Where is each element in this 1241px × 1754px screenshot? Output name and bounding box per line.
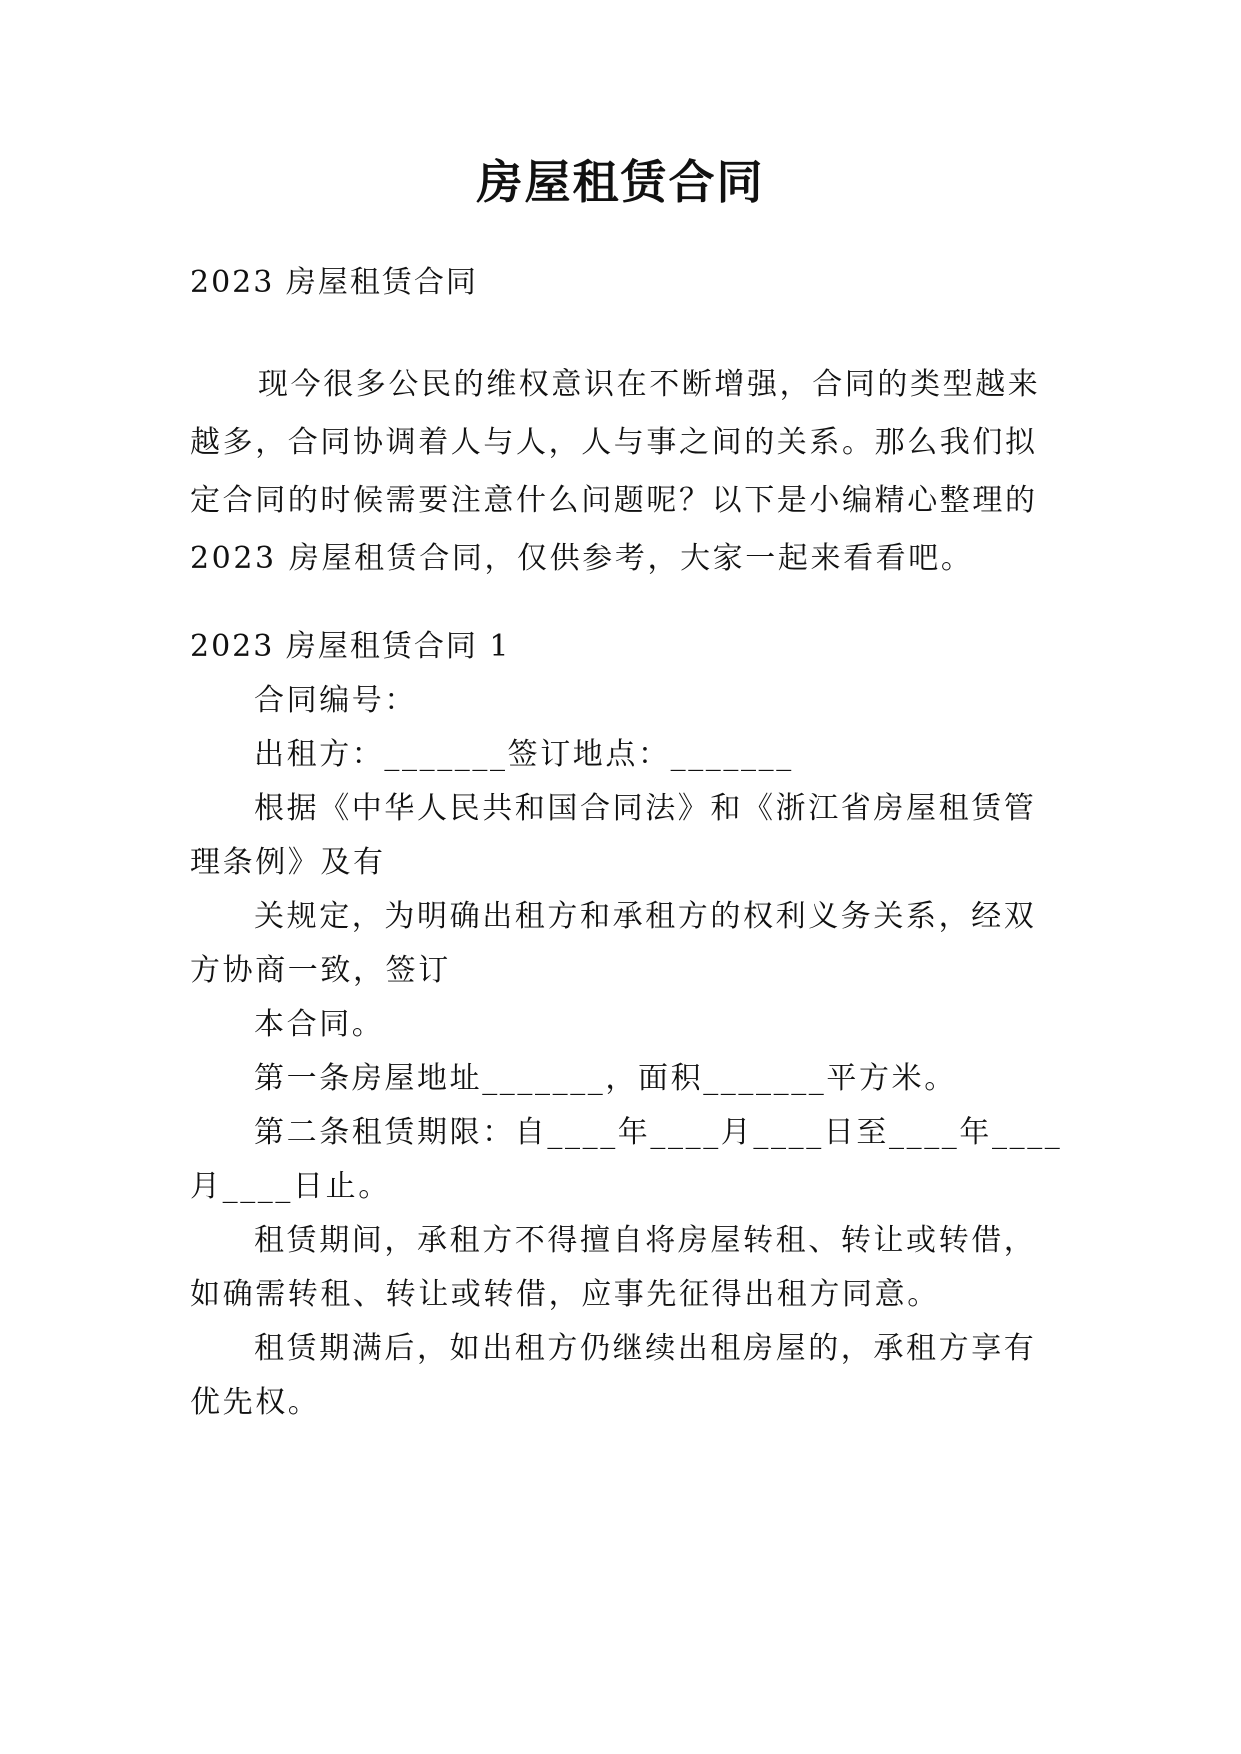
sublet-line-1: 租赁期间，承租方不得擅自将房屋转租、转让或转借， xyxy=(254,1223,1037,1258)
article-2-line-1: 第二条租赁期限：自____年____月____日至____年____ xyxy=(254,1115,1063,1150)
intro-text: 现今很多公民的维权意识在不断增强，合同的类型越来越多，合同协调着人与人，人与事之间的关系。那么我们拟定合同的时候需要注意什么问题呢？以下是小编精心整理的 2023 房屋租赁合同，仅供参考，大家一起来看看吧。 xyxy=(190,367,1041,576)
article-2-line-2: 月____日止。 xyxy=(190,1169,391,1204)
document-title: 房屋租赁合同 xyxy=(476,155,765,209)
section-heading: 2023 房屋租赁合同 1 xyxy=(190,629,511,664)
sublet-line-2: 如确需转租、转让或转借，应事先征得出租方同意。 xyxy=(190,1277,940,1312)
rules-line-1: 关规定，为明确出租方和承租方的权利义务关系，经双 xyxy=(254,899,1037,934)
basis-line-1: 根据《中华人民共和国合同法》和《浙江省房屋租赁管 xyxy=(254,791,1037,826)
contract-number-line: 合同编号： xyxy=(254,683,417,718)
priority-line-2: 优先权。 xyxy=(190,1385,321,1420)
rules-line-2: 方协商一致，签订 xyxy=(190,953,451,988)
contract-end-line: 本合同。 xyxy=(254,1007,385,1042)
article-1-line: 第一条房屋地址_______，面积_______平方米。 xyxy=(254,1061,957,1096)
priority-line-1: 租赁期满后，如出租方仍继续出租房屋的，承租方享有 xyxy=(254,1331,1037,1366)
document-subtitle: 2023 房屋租赁合同 xyxy=(190,265,478,300)
lessor-line: 出租方：_______签订地点：_______ xyxy=(254,737,794,772)
basis-line-2: 理条例》及有 xyxy=(190,845,386,880)
intro-paragraph xyxy=(190,356,1060,588)
